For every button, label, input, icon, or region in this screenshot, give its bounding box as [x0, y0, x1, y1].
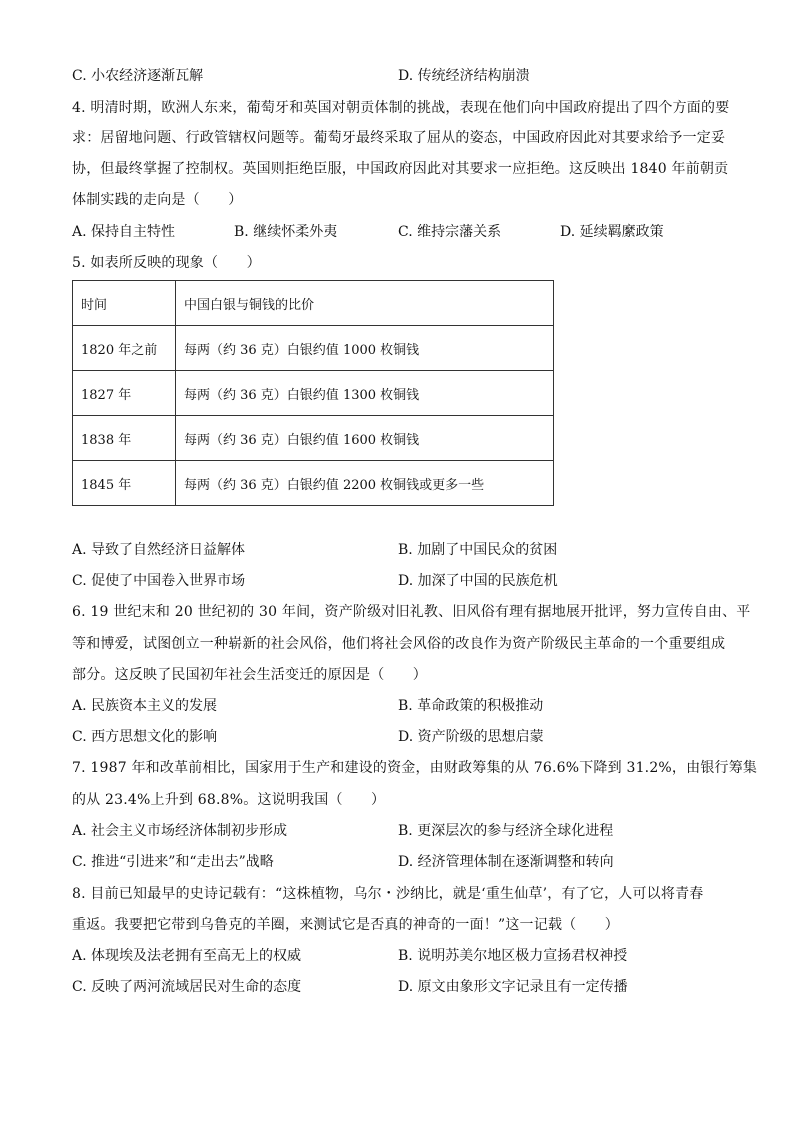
option-c-q3: C. 小农经济逐渐瓦解 [72, 68, 204, 84]
q6-line-1: 6. 19 世纪末和 20 世纪初的 30 年间，资产阶级对旧礼教、旧风俗有理有据地展开批评，努力宣传自由、平 [72, 604, 751, 620]
table-row [73, 461, 554, 506]
option-b-q6: B. 革命政策的积极推动 [398, 698, 544, 714]
table-row [73, 371, 554, 416]
table-cell: 每两（约 36 克）白银约值 1300 枚铜钱 [176, 371, 554, 416]
option-d-q7: D. 经济管理体制在逐渐调整和转向 [398, 854, 614, 870]
table-cell: 每两（约 36 克）白银约值 1000 枚铜钱 [176, 326, 554, 371]
q4-line-3: 协，但最终掌握了控制权。英国则拒绝臣服，中国政府因此对其要求一应拒绝。这反映出 1840 年前朝贡 [72, 161, 729, 177]
option-d-q5: D. 加深了中国的民族危机 [398, 573, 558, 589]
table-header-cell: 时间 [73, 281, 176, 326]
table-cell: 1838 年 [73, 416, 176, 461]
option-b-q8: B. 说明苏美尔地区极力宣扬君权神授 [398, 948, 628, 964]
option-b-q5: B. 加剧了中国民众的贫困 [398, 542, 558, 558]
option-a-q5: A. 导致了自然经济日益解体 [72, 542, 246, 558]
table-cell: 1845 年 [73, 461, 176, 506]
q4-line-4: 体制实践的走向是（ ） [72, 192, 243, 208]
exchange-rate-table [72, 280, 554, 506]
q5-line-1: 5. 如表所反映的现象（ ） [72, 255, 261, 271]
option-d-q8: D. 原文由象形文字记录且有一定传播 [398, 979, 628, 995]
q4-line-1: 4. 明清时期，欧洲人东来，葡萄牙和英国对朝贡体制的挑战，表现在他们向中国政府提出了四个方面的要 [72, 100, 730, 116]
q7-line-1: 7. 1987 年和改革前相比，国家用于生产和建设的资金，由财政筹集的从 76.6%下降到 31.2%，由银行筹集 [72, 760, 758, 776]
q4-line-2: 求：居留地问题、行政管辖权问题等。葡萄牙最终采取了屈从的姿态，中国政府因此对其要求给予一定妥 [72, 130, 726, 146]
table-header-cell: 中国白银与铜钱的比价 [176, 281, 554, 326]
option-d-q4: D. 延续羁縻政策 [560, 224, 664, 240]
option-c-q8: C. 反映了两河流域居民对生命的态度 [72, 979, 302, 995]
table-header-row [73, 281, 554, 326]
option-d-q3: D. 传统经济结构崩溃 [398, 68, 530, 84]
q8-line-2: 重返。我要把它带到乌鲁克的羊圈，来测试它是否真的神奇的一面！”这一记载（ ） [72, 917, 619, 933]
option-c-q5: C. 促使了中国卷入世界市场 [72, 573, 246, 589]
table-cell: 1820 年之前 [73, 326, 176, 371]
option-a-q7: A. 社会主义市场经济体制初步形成 [72, 823, 288, 839]
q6-line-3: 部分。这反映了民国初年社会生活变迁的原因是（ ） [72, 667, 427, 683]
option-b-q7: B. 更深层次的参与经济全球化进程 [398, 823, 614, 839]
table-row [73, 416, 554, 461]
q6-line-2: 等和博爱，试图创立一种崭新的社会风俗，他们将社会风俗的改良作为资产阶级民主革命的一个重要组成 [72, 636, 726, 652]
option-d-q6: D. 资产阶级的思想启蒙 [398, 729, 544, 745]
option-a-q6: A. 民族资本主义的发展 [72, 698, 218, 714]
table-cell: 1827 年 [73, 371, 176, 416]
q8-line-1: 8. 目前已知最早的史诗记载有：“这株植物，乌尔・沙纳比，就是‘重生仙草’，有了它，人可以将青春 [72, 886, 704, 902]
table-cell: 每两（约 36 克）白银约值 1600 枚铜钱 [176, 416, 554, 461]
option-c-q6: C. 西方思想文化的影响 [72, 729, 218, 745]
option-b-q4: B. 继续怀柔外夷 [234, 224, 338, 240]
table-cell: 每两（约 36 克）白银约值 2200 枚铜钱或更多一些 [176, 461, 554, 506]
table-row [73, 326, 554, 371]
option-c-q7: C. 推进“引进来”和“走出去”战略 [72, 854, 274, 870]
option-a-q4: A. 保持自主特性 [72, 224, 176, 240]
option-a-q8: A. 体现埃及法老拥有至高无上的权威 [72, 948, 302, 964]
q7-line-2: 的从 23.4%上升到 68.8%。这说明我国（ ） [72, 792, 386, 808]
option-c-q4: C. 维持宗藩关系 [398, 224, 502, 240]
